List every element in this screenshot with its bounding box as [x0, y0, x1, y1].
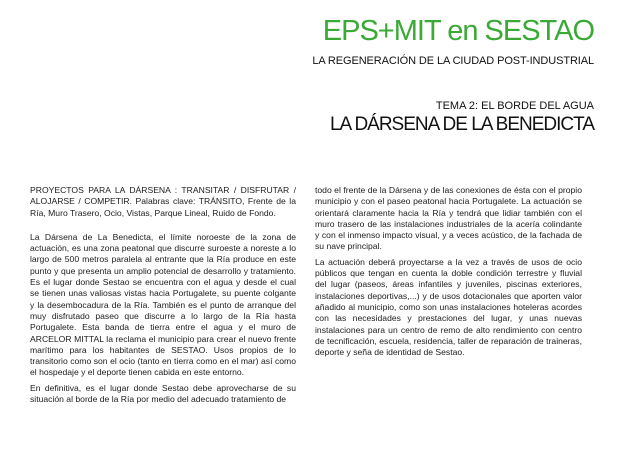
body-paragraph: La actuación deberá proyectarse a la vez a través de usos de ocio públicos que tengan en cuenta la doble condición terrestre y fluvial del lugar (paseos, áreas infantiles y juveniles, piscinas exteriores, instalaciones deportivas,...) y de usos dotacionales que aporten valor añadido al municipio, como son unas instalaciones hoteleras acordes con las necesidades y prestaciones del lugar, y unas nuevas instalaciones para un centro de remo de alto rendimiento con centro de tecnificación, escuela, residencia, taller de reparación de traineras, deporte y seña de identidad de Sestao.: [315, 256, 582, 358]
page-subtitle: LA REGENERACIÓN DE LA CIUDAD POST-INDUSTRIAL: [312, 55, 594, 67]
body-paragraph: todo el frente de la Dársena y de las conexiones de ésta con el propio municipio y con el paseo peatonal hacia Portugalete. La actuación se orientará claramente hacia la Ría y tendrá que lidiar también con el muro trasero de las instalaciones industriales de la acería colindante y con el inmenso impacto visual, y a veces acústico, de la fachada de su nave principal.: [315, 185, 582, 252]
theme-label: TEMA 2: EL BORDE DEL AGUA: [435, 100, 594, 112]
left-column: [30, 185, 296, 405]
body-paragraph: La Dársena de La Benedicta, el límite noroeste de la zona de actuación, es una zona peatonal que discurre suroeste a noreste a lo largo de 500 metros paralela al entrante que la Ría produce en este punto y que presenta un amplio potencial de desarrollo y tratamiento. Es el lugar donde Sestao se encuentra con el agua y desde el cual se tienen unas valiosas vistas hacia Portugalete, su puente colgante y la desembocadura de la Ría. También es el punto de arranque del muy disfrutado paseo que discurre a lo largo de la Ría hasta Portugalete. Esta banda de tierra entre el agua y el muro de ARCELOR MITTAL la reclama el municipio para crear el nuevo frente marítimo para los habitantes de SESTAO. Usos propios de lo transitorio como son el ocio (tanto en tierra como en el mar) así como el hospedaje y el deporte tienen cabida en este entorno.: [30, 231, 296, 378]
keywords-paragraph: PROYECTOS PARA LA DÁRSENA : TRANSITAR / DISFRUTAR / ALOJARSE / COMPETIR. Palabras clave: TRÁNSITO, Frente de la Ría, Muro Trasero, Ocio, Vistas, Parque Lineal, Ruido de Fondo.: [30, 185, 296, 218]
page-title: EPS+MIT en SESTAO: [322, 15, 594, 47]
body-paragraph: En definitiva, es el lugar donde Sestao debe aprovecharse de su situación al borde de la Ría por medio del adecuado tratamiento de: [30, 382, 296, 405]
right-column: [315, 185, 582, 358]
theme-title: LA DÁRSENA DE LA BENEDICTA: [329, 114, 594, 135]
